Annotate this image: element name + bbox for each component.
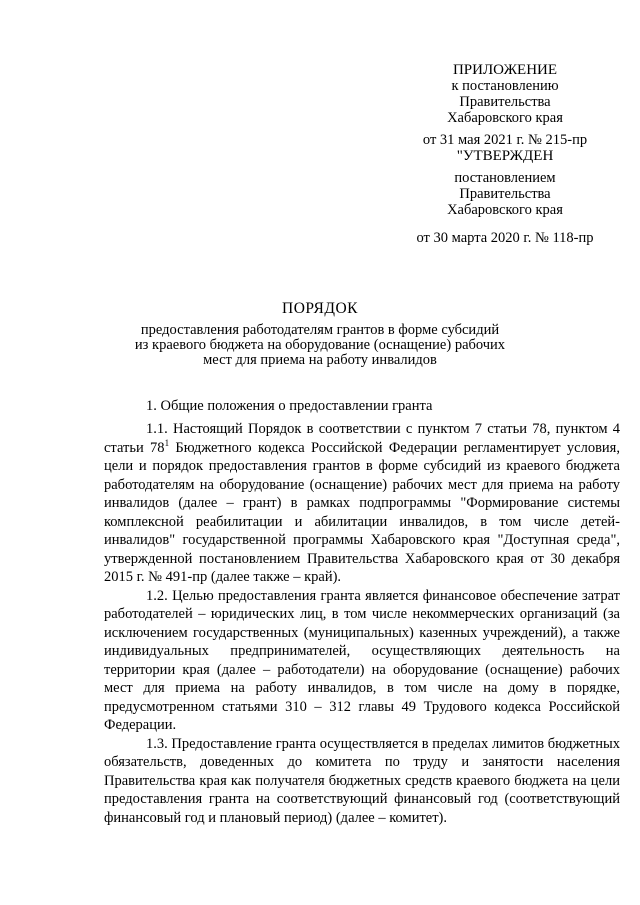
document-title: ПОРЯДОК bbox=[282, 300, 358, 317]
appendix-label: ПРИЛОЖЕНИЕ bbox=[452, 62, 558, 78]
paragraph-1-1-text-b: Бюджетного кодекса Российской Федерации регламентирует условия, цели и порядок предоставления грантов в форме субсидий из краевого бюджета работодателям на оборудование (оснащение) рабочих мест для приема на работу инвалидов (далее – грант) в рамках подпрограммы "Формирование системы комплексной реабилитации и абилитации инвалидов, в том числе детей-инвалидов" государственной программы Хабаровского края "Доступная среда", утвержденной постановлением Правительства Хабаровского края от 30 декабря 2015 г. № 491-пр (далее также – край). bbox=[104, 439, 620, 585]
region-label: Хабаровского края bbox=[447, 110, 563, 126]
footnote-superscript: 1 bbox=[164, 437, 170, 448]
region-label-2: Хабаровского края bbox=[447, 202, 563, 218]
approval-header bbox=[380, 62, 630, 246]
section-heading: 1. Общие положения о предоставлении гранта bbox=[146, 398, 433, 414]
to-resolution-label: к постановлению bbox=[451, 78, 559, 94]
approved-label: "УТВЕРЖДЕН bbox=[456, 148, 554, 164]
document-subtitle bbox=[120, 323, 520, 368]
resolution-date-line: от 31 мая 2021 г. № 215-пр bbox=[422, 132, 588, 148]
paragraph-1-1 bbox=[104, 420, 620, 587]
subtitle-line-2: из краевого бюджета на оборудование (оснащение) рабочих bbox=[134, 337, 506, 353]
paragraph-1-1-text-a: 1.1. Настоящий Порядок в соответствии с пунктом 7 статьи 78, пунктом 4 статьи 78 bbox=[104, 421, 620, 456]
paragraph-1-2: 1.2. Целью предоставления гранта является финансовое обеспечение затрат работодателей – юридических лиц, в том числе некоммерческих организаций (за исключением государственных (муниципальных) казенных учреждений), а также индивидуальных предпринимателей, осуществляющих деятельность на территории края (далее – работодатели) на оборудование (оснащение) рабочих мест для приема на работу инвалидов, в том числе на дому в порядке, предусмотренном статьями 310 – 312 главы 49 Трудового кодекса Российской Федерации. bbox=[104, 587, 620, 733]
by-resolution-label: постановлением bbox=[454, 170, 556, 186]
paragraph-1-3: 1.3. Предоставление гранта осуществляется в пределах лимитов бюджетных обязательств, доведенных до комитета по труду и занятости населения Правительства края как получателя бюджетных средств краевого бюджета на цели предоставления гранта на соответствующий финансовый год (соответствующий финансовый год и плановый период) (далее – комитет). bbox=[104, 735, 620, 826]
subtitle-line-1: предоставления работодателям грантов в форме субсидий bbox=[140, 322, 500, 338]
government-label-2: Правительства bbox=[459, 186, 551, 202]
subtitle-line-3: мест для приема на работу инвалидов bbox=[203, 352, 437, 368]
approval-date-line: от 30 марта 2020 г. № 118-пр bbox=[416, 230, 594, 246]
document-body bbox=[104, 420, 620, 827]
government-label: Правительства bbox=[459, 94, 551, 110]
